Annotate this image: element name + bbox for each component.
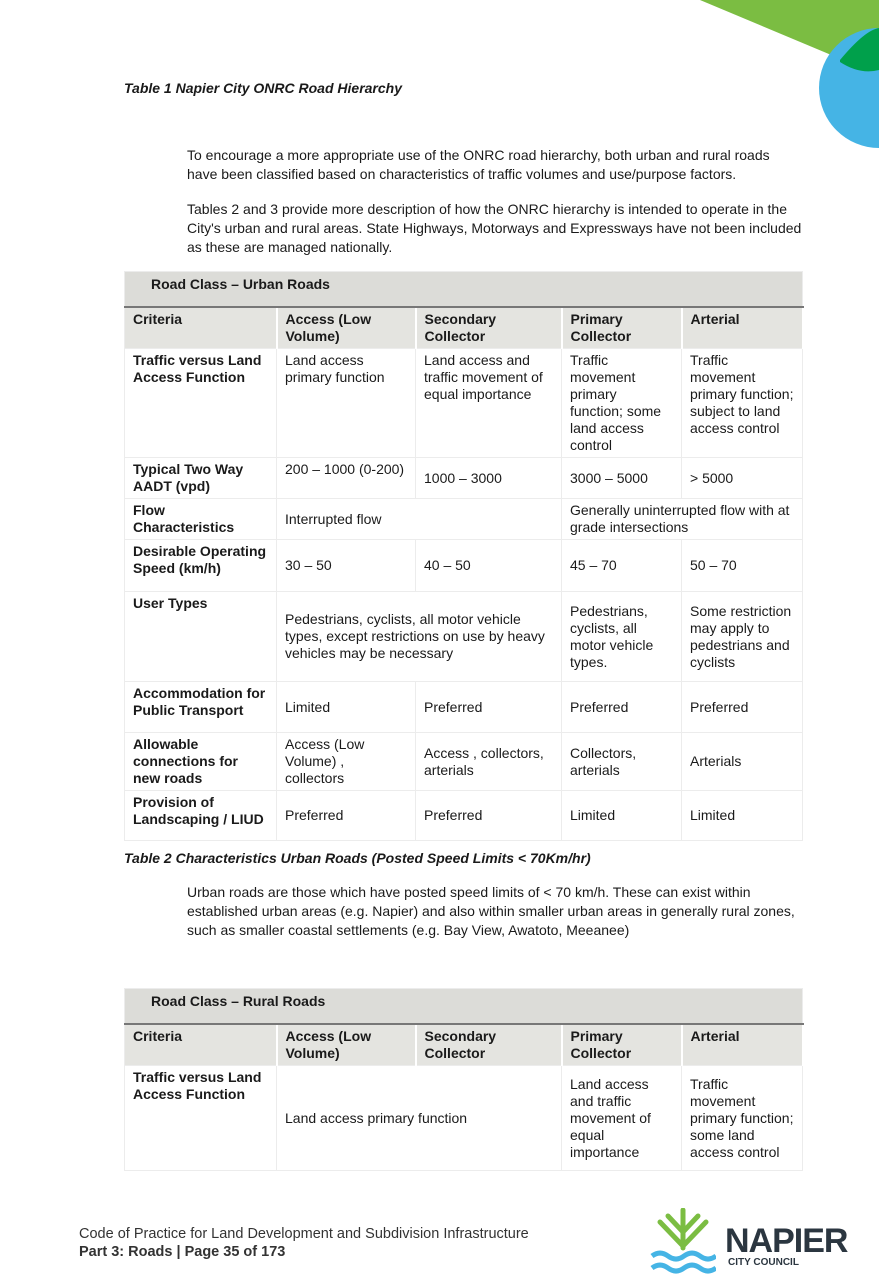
table-row: [125, 733, 803, 791]
criteria-cell: Allowable connections for new roads: [125, 733, 277, 791]
table-cell: 30 – 50: [277, 540, 416, 592]
header-row: [125, 1024, 803, 1066]
table-row: [125, 349, 803, 458]
header-row: [125, 307, 803, 349]
table1-caption: Table 1 Napier City ONRC Road Hierarchy: [124, 80, 403, 96]
criteria-cell: Typical Two Way AADT (vpd): [125, 458, 277, 499]
table-cell: Preferred: [416, 682, 562, 733]
table-row: [125, 1066, 803, 1171]
logo-name: NAPIER: [725, 1222, 848, 1260]
table-cell: Access (Low Volume) , collectors: [277, 733, 416, 791]
criteria-cell: User Types: [125, 592, 277, 682]
table-cell: Interrupted flow: [277, 499, 562, 540]
table-cell: 40 – 50: [416, 540, 562, 592]
table-cell: Limited: [277, 682, 416, 733]
table-row: [125, 682, 803, 733]
table-cell: Pedestrians, cyclists, all motor vehicle types, except restrictions on use by heavy vehicles may be necessary: [277, 592, 562, 682]
column-header: Access (Low Volume): [277, 307, 416, 349]
table-cell: Land access primary function: [277, 349, 416, 458]
table-row: [125, 540, 803, 592]
table-cell: Land access and traffic movement of equal importance: [416, 349, 562, 458]
column-header: Arterial: [682, 307, 803, 349]
criteria-cell: Traffic versus Land Access Function: [125, 349, 277, 458]
table-cell: Preferred: [277, 791, 416, 841]
table-cell: Preferred: [416, 791, 562, 841]
criteria-cell: Accommodation for Public Transport: [125, 682, 277, 733]
intro-paragraph: To encourage a more appropriate use of the ONRC road hierarchy, both urban and rural roads have been classified based on characteristics of traffic volumes and use/purpose factors.: [187, 147, 770, 182]
column-header: Secondary Collector: [416, 1024, 562, 1066]
table-title: Road Class – Rural Roads: [125, 989, 803, 1025]
table-row: [125, 592, 803, 682]
column-header: Arterial: [682, 1024, 803, 1066]
criteria-cell: Traffic versus Land Access Function: [125, 1066, 277, 1171]
table-title: Road Class – Urban Roads: [125, 272, 803, 308]
table-cell: Arterials: [682, 733, 803, 791]
rural-roads-table: [124, 988, 804, 1171]
table-cell: Traffic movement primary function; some land access control: [562, 349, 682, 458]
table-cell: Pedestrians, cyclists, all motor vehicle types.: [562, 592, 682, 682]
tables-paragraph: Tables 2 and 3 provide more description of how the ONRC hierarchy is intended to operate in the City's urban and rural areas. State Highways, Motorways and Expressways have not been included as these are managed nationally.: [187, 201, 802, 255]
criteria-cell: Desirable Operating Speed (km/h): [125, 540, 277, 592]
table-cell: Preferred: [562, 682, 682, 733]
table-cell: Access , collectors, arterials: [416, 733, 562, 791]
table-cell: Land access primary function: [277, 1066, 562, 1171]
table-cell: Limited: [562, 791, 682, 841]
table-row: [125, 499, 803, 540]
footer-page-info: Part 3: Roads | Page 35 of 173: [79, 1244, 286, 1260]
table-cell: Limited: [682, 791, 803, 841]
table-row: [125, 791, 803, 841]
corner-decoration: [690, 0, 879, 160]
table-cell: 1000 – 3000: [416, 458, 562, 499]
logo-subtitle: CITY COUNCIL: [728, 1257, 799, 1268]
table-cell: Traffic movement primary function; some land access control: [682, 1066, 803, 1171]
column-header: Access (Low Volume): [277, 1024, 416, 1066]
table-cell: Some restriction may apply to pedestrians and cyclists: [682, 592, 803, 682]
table-cell: Collectors, arterials: [562, 733, 682, 791]
criteria-cell: Flow Characteristics: [125, 499, 277, 540]
column-header: Primary Collector: [562, 1024, 682, 1066]
urban-paragraph: Urban roads are those which have posted speed limits of < 70 km/h. These can exist within established urban areas (e.g. Napier) and also within smaller urban areas in generally rural zones, such as smaller coastal settlements (e.g. Bay View, Awatoto, Meeanee): [187, 884, 795, 938]
table-cell: 3000 – 5000: [562, 458, 682, 499]
column-header: Primary Collector: [562, 307, 682, 349]
table-cell: Land access and traffic movement of equal importance: [562, 1066, 682, 1171]
table-row: [125, 458, 803, 499]
table2-caption: Table 2 Characteristics Urban Roads (Posted Speed Limits < 70Km/hr): [124, 850, 591, 866]
column-header: Criteria: [125, 307, 277, 349]
column-header: Criteria: [125, 1024, 277, 1066]
table-cell: Traffic movement primary function; subject to land access control: [682, 349, 803, 458]
footer-document-title: Code of Practice for Land Development and Subdivision Infrastructure: [79, 1226, 529, 1242]
table-cell: > 5000: [682, 458, 803, 499]
napier-logo-icon: [650, 1208, 716, 1274]
table-cell: Generally uninterrupted flow with at grade intersections: [562, 499, 803, 540]
column-header: Secondary Collector: [416, 307, 562, 349]
table-cell: 200 – 1000 (0-200): [277, 458, 416, 499]
criteria-cell: Provision of Landscaping / LIUD: [125, 791, 277, 841]
urban-roads-table: [124, 271, 804, 841]
table-cell: 45 – 70: [562, 540, 682, 592]
table-cell: Preferred: [682, 682, 803, 733]
table-cell: 50 – 70: [682, 540, 803, 592]
